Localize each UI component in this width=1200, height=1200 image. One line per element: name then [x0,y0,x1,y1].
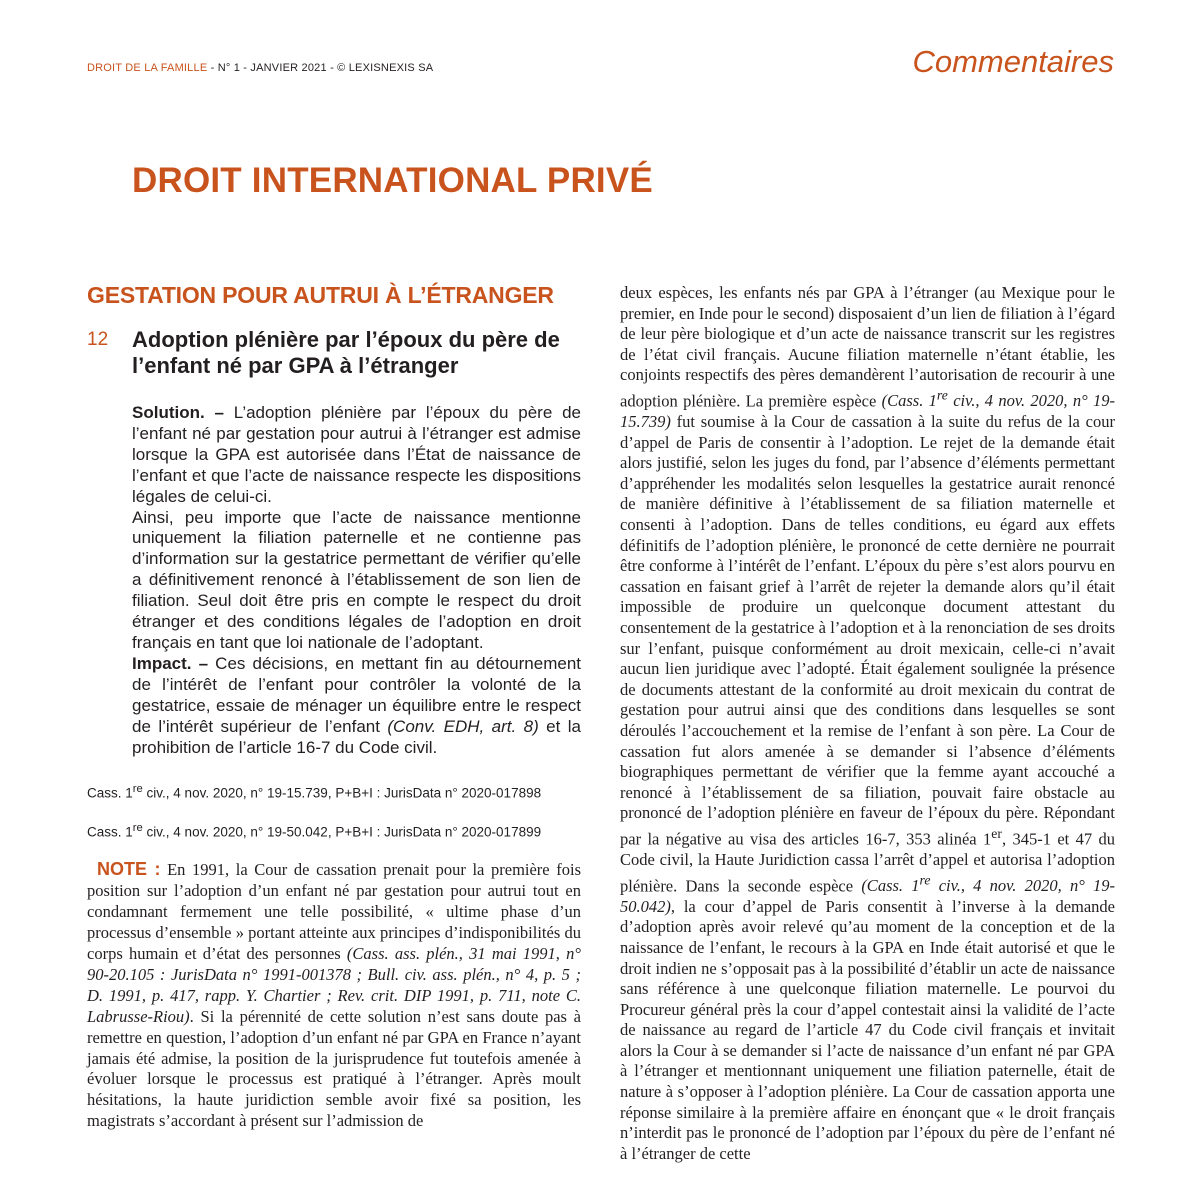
decision-references [87,780,581,841]
impact-text: Ces décisions, en mettant fin au détournement de l’intérêt de l’enfant pour contrôler la volonté de la gestatrice, essaie de ménager un équilibre entre le respect de l’intérêt supérieur de l’enfant [132,653,581,736]
issue-info: - N° 1 - JANVIER 2021 - © LEXISNEXIS SA [207,62,434,74]
journal-name: DROIT DE LA FAMILLE [87,62,208,74]
note-text: En 1991, la Cour de cassation prenait pour la première fois position sur l’adoption d’un enfant né par gestation pour autrui tout en condamnant fermement une telle possibilité, « ultime phase d’un processus d’ensemble » portant atteinte aux principes d’indisponibilités du corps humain et d’état des personnes [87,860,581,964]
solution-paragraph [132,403,581,508]
solution-label: Solution. – [132,403,224,422]
citation-suffix: civ., 4 nov. 2020, n° 19-50.042) [620,876,1116,916]
body-text: , la cour d’appel de Paris consentit à l’inverse à la demande d’adoption après avoir relevé qu’au moment de la conception et de la naissance de l’enfant, le recours à la GPA en Inde était autorisé et que le droit indien ne s’opposait pas à la possibilité d’établir un acte de naissance sans référence à une quelconque filiation maternelle. Le pourvoi du Procureur général près la cour d’appel contestait ainsi la validité de l’acte de naissance au regard de l’article 47 du Code civil français et invitait alors la Cour à se demander si l’acte de naissance d’un enfant né par GPA à l’étranger et mentionnant uniquement une filiation paternelle, était de nature à s’opposer à l’adoption plénière. La Cour de cassation apporta une réponse similaire à la première affaire en énonçant que « le droit français n’interdit pas le prononcé de l’adoption par l’époux du père de l’enfant né à l’étranger de cette [620,896,1115,1163]
ref-prefix: Cass. 1 [87,785,133,801]
citation-superscript: re [936,387,948,403]
impact-label: Impact. – [132,653,209,673]
body-text: deux espèces, les enfants nés par GPA à l’étranger (au Mexique pour le premier, en Inde pour le second) disposaient d’un lien de filiation à l’égard de leur père biologique et d’un acte de naissance transcrit sur les registres de l’état civil français. Aucune filiation maternelle n’étant établie, les conjoints respectifs des pères demandèrent l’autorisation de recourir à une adoption plénière. La première espèce [620,283,1115,411]
summary-box [132,403,581,758]
decision-reference [87,819,581,842]
section-tag: Commentaires [912,44,1114,79]
ref-prefix: Cass. 1 [87,824,133,840]
ref-superscript: re [132,821,143,834]
rubric-title: DROIT INTERNATIONAL PRIVÉ [132,161,653,200]
note-section [87,859,581,1132]
ref-suffix: civ., 4 nov. 2020, n° 19-50.042, P+B+I : JurisData n° 2020-017899 [142,824,542,840]
superscript: er [991,825,1002,841]
ref-superscript: re [132,783,143,796]
ainsi-paragraph: Ainsi, peu importe que l’acte de naissance mentionne uniquement la filiation paternelle et ne contienne pas d’information sur la gestatrice permettant de vérifier qu’elle a définitivement renoncé à l’établissement de son lien de filiation. Seul doit être pris en compte le respect du droit étranger et des conditions légales de l’adoption en droit français en tant que loi nationale de l’adoptant. [132,507,581,652]
item-title: Adoption plénière par l’époux du père de l’enfant né par GPA à l’étranger [132,327,560,378]
ref-suffix: civ., 4 nov. 2020, n° 19-15.739, P+B+I : JurisData n° 2020-017898 [142,785,542,801]
decision-reference [87,780,581,803]
item-heading [87,327,581,379]
citation-prefix: (Cass. 1 [861,876,920,896]
note-paragraph [87,859,581,1132]
right-column [620,283,1115,1164]
item-number: 12 [87,329,109,350]
body-text: , 345-1 et 47 du Code civil, la Haute Juridiction cassa l’arrêt d’appel et autorisa l’adoption plénière. Dans la seconde espèce [620,829,1115,896]
citation-suffix: civ., 4 nov. 2020, n° 19-15.739) [620,391,1116,432]
note-citation: (Cass. ass. plén., 31 mai 1991, n° 90-20.105 : JurisData n° 1991-001378 ; Bull. civ. ass. plén., n° 4, p. 5 ; D. 1991, p. 417, rapp. Y. Chartier ; Rev. crit. DIP 1991, p. 711, note C. Labrusse-Riou) [87,944,581,1026]
citation-superscript: re [919,872,931,888]
impact-paragraph [132,654,581,759]
body-text: fut soumise à la Cour de cassation à la suite du refus de la cour d’appel de Paris de consentir à l’adoption. Le rejet de la demande était alors justifié, selon les juges du fond, par l’absence d’éléments permettant d’appréhender les modalités selon lesquelles la gestatrice aurait renoncé de manière définitive à l’établissement de sa filiation maternelle et consenti à l’adoption. Dans de telles conditions, eu égard aux effets définitifs de l’adoption plénière, le prononcé de cette dernière ne pourrait être conforme à l’intérêt de l’enfant. L’époux du père s’est alors pourvu en cassation en faisant grief à l’arrêt de rejeter la demande alors qu’il était impossible de produire un quelconque document attestant du consentement de la gestatrice à l’adoption et à la renonciation de ses droits sur l’enfant, puisque conformément au droit mexicain, celle-ci n’avait aucun lien juridique avec l’adopté. Était également soulignée la présence de documents attestant de la conformité au droit mexicain du contrat de gestation pour autrui ainsi que des conditions dans lesquelles se sont déroulés l’accouchement et la remise de l’enfant à son père. La Cour de cassation fut alors amenée à se demander si l’absence d’éléments biographiques permettant de vérifier que la femme ayant accouché a renoncé à l’établissement de sa filiation, pouvait faire obstacle au prononcé de l’adoption plénière en faveur de l’époux du père. Répondant par la négative au visa des articles 16-7, 353 alinéa 1 [620,412,1115,849]
note-label: NOTE : [97,859,161,880]
citation-prefix: (Cass. 1 [881,391,937,411]
impact-end: et la prohibition de l’article 16-7 du Code civil. [132,716,581,757]
left-column [87,282,581,1132]
subrubric-title: GESTATION POUR AUTRUI À L’ÉTRANGER [87,282,554,308]
running-head [87,62,433,74]
note-text-continued: . Si la pérennité de cette solution n’est sans doute pas à remettre en question, l’adoption d’un enfant né par GPA en France n’ayant jamais été admise, la position de la jurisprudence fut toutefois amenée à évoluer lorsque le processus est pratiqué à l’étranger. Après moult hésitations, la haute juridiction semble avoir fixé sa position, les magistrats s’accordant à présent sur l’admission de [87,1006,581,1131]
impact-reference: (Conv. EDH, art. 8) [387,716,539,736]
body-paragraph [620,283,1115,1164]
solution-text: L’adoption plénière par l’époux du père de l’enfant né par gestation pour autrui à l’étranger est admise lorsque la GPA est autorisée dans l’État de naissance de l’enfant et que l’acte de naissance respecte les dispositions légales de celui-ci. [132,403,581,506]
